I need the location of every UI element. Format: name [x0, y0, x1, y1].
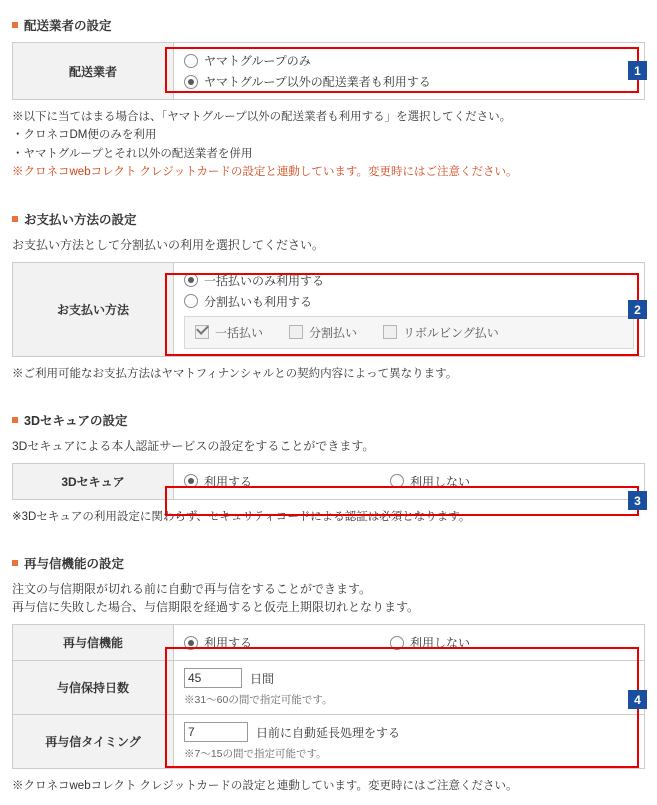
section-heading-3dsecure-label: 3Dセキュアの設定 [24, 413, 128, 428]
shipping-option-2[interactable] [184, 73, 634, 90]
payment-option-2-label: 分割払いも利用する [204, 294, 313, 309]
hold-days-input[interactable] [184, 668, 242, 688]
square-bullet-icon [12, 22, 18, 28]
radio-icon[interactable] [184, 636, 198, 650]
checkbox-icon[interactable] [195, 325, 209, 339]
radio-icon[interactable] [184, 474, 198, 488]
shipping-option-1-label: ヤマトグループのみ [204, 54, 311, 68]
table-row [13, 715, 645, 769]
hold-days-hint: ※31～60の間で指定可能です。 [184, 694, 333, 707]
section-heading-payment [12, 210, 645, 228]
recredit-feature-option-1-label: 利用する [204, 636, 253, 651]
secure3d-option-1[interactable] [184, 473, 364, 490]
recredit-lead [12, 580, 645, 616]
payment-sub-option-1[interactable] [195, 324, 263, 341]
secure3d-note: ※3Dセキュアの利用設定に関わらず、セキュリティコードによる認証は必須となります。 [12, 510, 471, 523]
payment-option-2[interactable] [184, 293, 634, 310]
secure3d-options-cell [174, 463, 645, 499]
annotation-badge-4: 4 [628, 690, 647, 709]
shipping-note-1: ※以下に当てはまる場合は、「ヤマトグループ以外の配送業者も利用する」を選択してください。 [12, 111, 512, 123]
square-bullet-icon [12, 417, 18, 423]
recredit-lead-line-1: 注文の与信期限が切れる前に自動で再与信をすることができます。 [12, 582, 372, 597]
section-heading-recredit-label: 再与信機能の設定 [24, 557, 125, 572]
table-row [13, 625, 645, 661]
payment-sub-option-3[interactable] [383, 324, 499, 341]
payment-lead: お支払い方法として分割払いの利用を選択してください。 [12, 237, 325, 252]
shipping-note-3: ・ヤマトグループとそれ以外の配送業者を併用 [12, 147, 253, 160]
annotation-badge-1: 1 [628, 61, 647, 80]
hold-days-unit: 日間 [250, 671, 275, 686]
radio-icon[interactable] [390, 474, 404, 488]
table-row [13, 463, 645, 499]
radio-icon[interactable] [184, 54, 198, 68]
payment-sub-option-2[interactable] [289, 324, 357, 341]
recredit-timing-hint: ※7～15の間で指定可能です。 [184, 748, 327, 761]
checkbox-icon[interactable] [383, 325, 397, 339]
payment-option-1-label: 一括払いのみ利用する [204, 273, 325, 288]
shipping-form-table [12, 42, 645, 100]
recredit-hold-days-cell [174, 661, 645, 715]
secure3d-form-table [12, 463, 645, 500]
table-row [13, 262, 645, 356]
shipping-notes [12, 108, 645, 182]
section-heading-shipping-label: 配送業者の設定 [24, 19, 112, 33]
recredit-feature-cell [174, 625, 645, 661]
recredit-timing-label: 再与信タイミング [13, 715, 174, 769]
recredit-feature-options [184, 634, 634, 651]
payment-row-label: お支払い方法 [13, 262, 174, 356]
recredit-lead-line-2: 再与信に失敗した場合、与信期限を経過すると仮売上期限切れとなります。 [12, 600, 420, 615]
recredit-feature-option-2-label: 利用しない [410, 636, 471, 651]
secure3d-option-2-label: 利用しない [410, 474, 471, 489]
secure3d-option-1-label: 利用する [204, 474, 253, 489]
payment-options-cell [174, 262, 645, 356]
square-bullet-icon [12, 560, 18, 566]
recredit-form-table [12, 624, 645, 769]
recredit-note-orange: ※クロネコwebコレクト クレジットカードの設定と連動しています。変更時にはご注意ください。 [12, 780, 518, 793]
secure3d-options [184, 473, 634, 490]
section-heading-3dsecure [12, 411, 645, 429]
recredit-feature-option-2[interactable] [390, 634, 470, 651]
radio-icon[interactable] [184, 294, 198, 308]
shipping-row-label: 配送業者 [13, 43, 174, 100]
annotation-badge-2: 2 [628, 300, 647, 319]
shipping-note-orange: ※クロネコwebコレクト クレジットカードの設定と連動しています。変更時にはご注意ください。 [12, 166, 518, 179]
recredit-feature-option-1[interactable] [184, 634, 364, 651]
shipping-options-cell [174, 43, 645, 100]
section-heading-shipping [12, 16, 645, 34]
table-row [13, 43, 645, 100]
section-heading-payment-label: お支払い方法の設定 [24, 212, 137, 227]
secure3d-lead: 3Dセキュアによる本人認証サービスの設定をすることができます。 [12, 438, 375, 453]
secure3d-option-2[interactable] [390, 473, 470, 490]
secure3d-row-label: 3Dセキュア [13, 463, 174, 499]
payment-option-1[interactable] [184, 272, 634, 289]
recredit-timing-unit: 日前に自動延長処理をする [256, 725, 401, 740]
radio-icon[interactable] [184, 273, 198, 287]
checkbox-icon[interactable] [289, 325, 303, 339]
payment-sub-option-1-label: 一括払い [215, 325, 264, 340]
table-row [13, 661, 645, 715]
recredit-hold-days-label: 与信保持日数 [13, 661, 174, 715]
payment-sub-options-panel [184, 316, 634, 349]
payment-form-table [12, 262, 645, 357]
radio-icon[interactable] [184, 75, 198, 89]
section-heading-recredit [12, 554, 645, 572]
payment-sub-option-2-label: 分割払い [309, 325, 358, 340]
shipping-option-2-label: ヤマトグループ以外の配送業者も利用する [204, 75, 431, 89]
recredit-timing-input[interactable] [184, 722, 248, 742]
recredit-feature-label: 再与信機能 [13, 625, 174, 661]
recredit-timing-cell [174, 715, 645, 769]
shipping-note-2: ・クロネコDM便のみを利用 [12, 129, 157, 142]
radio-icon[interactable] [390, 636, 404, 650]
payment-note: ※ご利用可能なお支払方法はヤマトフィナンシャルとの契約内容によって異なります。 [12, 367, 458, 380]
annotation-badge-3: 3 [628, 491, 647, 510]
shipping-option-1[interactable] [184, 52, 634, 69]
square-bullet-icon [12, 216, 18, 222]
payment-sub-option-3-label: リボルビング払い [403, 325, 499, 340]
